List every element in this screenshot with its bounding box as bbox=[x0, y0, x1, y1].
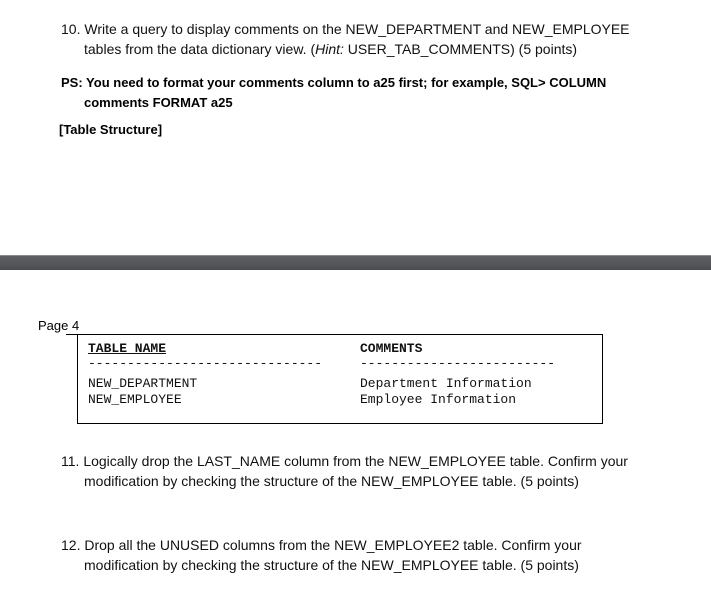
row-2-comments: Employee Information bbox=[360, 392, 517, 407]
separator-table-name: ------------------------------ bbox=[88, 356, 323, 371]
column-header-table-name: TABLE_NAME bbox=[88, 341, 167, 356]
column-header-comments: COMMENTS bbox=[360, 341, 423, 356]
question-10-line2-prefix: tables from the data dictionary view. ( bbox=[84, 41, 316, 57]
hint-label: Hint: bbox=[315, 41, 344, 57]
question-11 bbox=[61, 451, 701, 491]
row-2-table-name: NEW_EMPLOYEE bbox=[88, 392, 182, 407]
page-number-label: Page 4 bbox=[38, 318, 80, 333]
ps-note bbox=[61, 73, 701, 113]
question-11-line1: 11. Logically drop the LAST_NAME column from the NEW_EMPLOYEE table. Confirm your bbox=[61, 453, 628, 469]
question-12-line1: 12. Drop all the UNUSED columns from the NEW_EMPLOYEE2 table. Confirm your bbox=[61, 537, 582, 553]
row-1-comments: Department Information bbox=[360, 376, 532, 391]
question-10-line2 bbox=[61, 39, 701, 59]
ps-note-line2: comments FORMAT a25 bbox=[84, 95, 233, 110]
question-10-line2-suffix: USER_TAB_COMMENTS) (5 points) bbox=[343, 41, 578, 57]
question-12-line2: modification by checking the structure of the NEW_EMPLOYEE table. (5 points) bbox=[84, 557, 579, 573]
separator-comments: ------------------------- bbox=[360, 356, 556, 371]
row-1-table-name: NEW_DEPARTMENT bbox=[88, 376, 198, 391]
question-10-line1: 10. Write a query to display comments on the NEW_DEPARTMENT and NEW_EMPLOYEE bbox=[61, 21, 630, 37]
table-structure-label: [Table Structure] bbox=[59, 122, 163, 137]
question-10 bbox=[61, 19, 701, 59]
page-break-divider bbox=[0, 256, 711, 270]
ps-note-line1: PS: You need to format your comments column to a25 first; for example, SQL> COLUMN bbox=[61, 75, 607, 90]
question-12 bbox=[61, 535, 701, 575]
question-11-line2: modification by checking the structure of the NEW_EMPLOYEE table. (5 points) bbox=[84, 473, 579, 489]
